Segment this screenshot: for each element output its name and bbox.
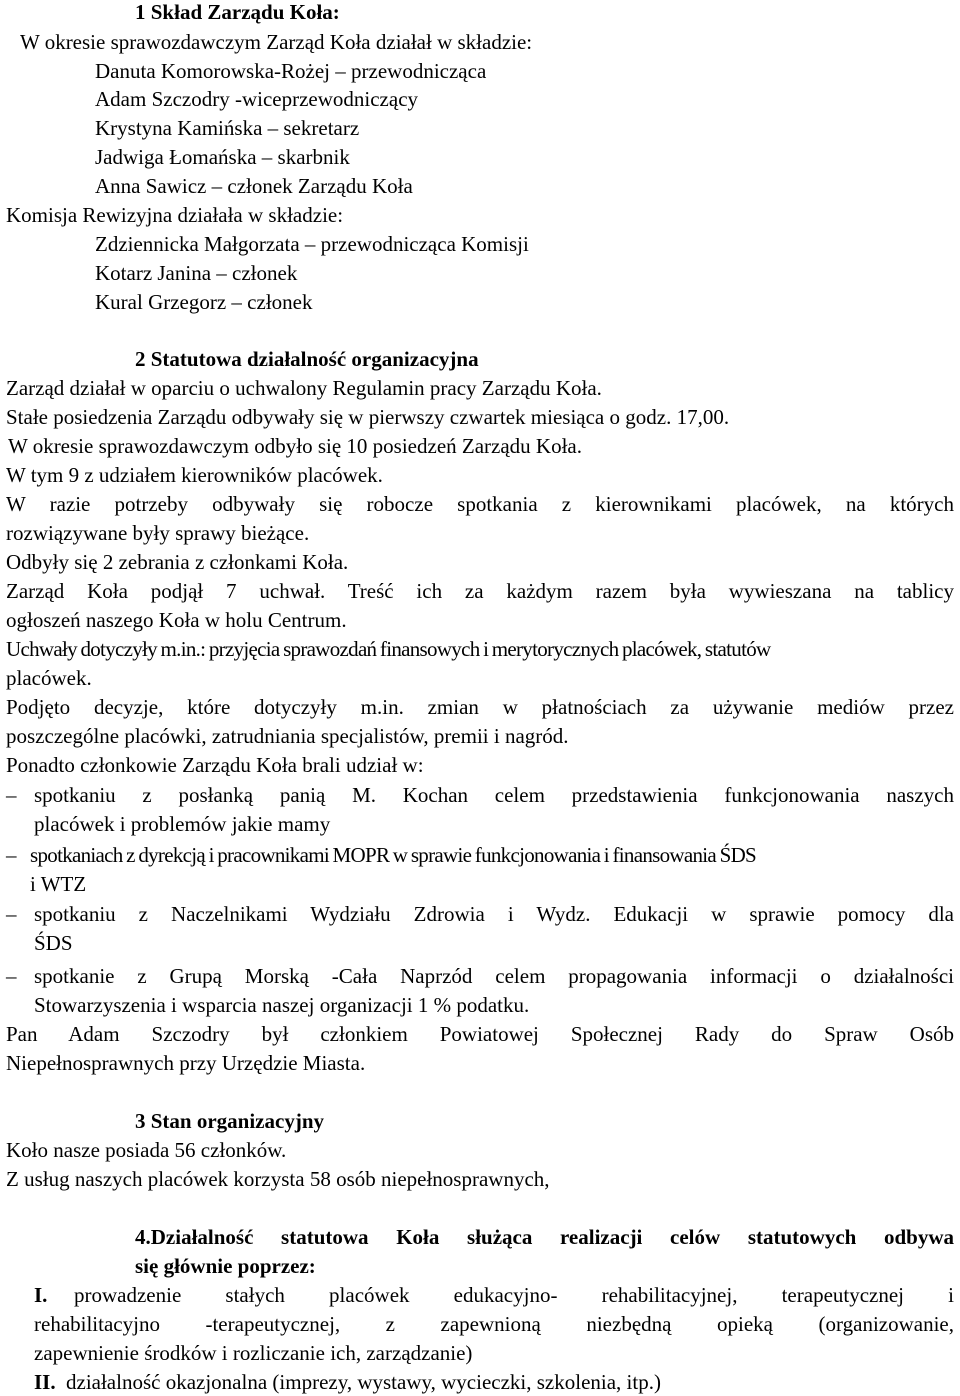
paragraph-line: poszczególne placówki, zatrudniania specjalistów, premii i nagród. — [6, 724, 569, 748]
paragraph-line: Z usług naszych placówek korzysta 58 osób niepełnosprawnych, — [6, 1167, 550, 1191]
bullet-dash-icon: – — [6, 902, 17, 926]
paragraph-line: Koło nasze posiada 56 członków. — [6, 1138, 287, 1162]
board-member: Krystyna Kamińska – sekretarz — [95, 116, 360, 140]
item-number: I. — [34, 1283, 48, 1307]
commission-member: Zdziennicka Małgorzata – przewodnicząca Komisji — [95, 232, 529, 256]
list-item: Stowarzyszenia i wsparcia naszej organizacji 1 % podatku. — [34, 993, 530, 1017]
list-item: spotkaniach z dyrekcją i pracownikami MOPR w sprawie funkcjonowania i finansowania ŚDS — [30, 843, 757, 867]
paragraph-line: rozwiązywane były sprawy bieżące. — [6, 521, 310, 545]
paragraph-line: Pan Adam Szczodry był członkiem Powiatowej Społecznej Rady do Spraw Osób — [6, 1022, 954, 1046]
list-item: spotkaniu z posłanką panią M. Kochan celem przedstawienia funkcjonowania naszych — [34, 783, 954, 807]
bullet-dash-icon: – — [6, 843, 17, 867]
list-item: spotkaniu z Naczelnikami Wydziału Zdrowia i Wydz. Edukacji w sprawie pomocy dla — [34, 902, 954, 926]
commission-intro: Komisja Rewizyjna działała w składzie: — [6, 203, 344, 227]
section-2-heading: 2 Statutowa działalność organizacyjna — [135, 347, 479, 371]
board-member: Anna Sawicz – członek Zarządu Koła — [95, 174, 413, 198]
commission-member: Kural Grzegorz – członek — [95, 290, 313, 314]
list-item: spotkanie z Grupą Morską -Cała Naprzód celem propagowania informacji o działalności — [34, 964, 954, 988]
board-member: Jadwiga Łomańska – skarbnik — [95, 145, 350, 169]
list-item: zapewnienie środków i rozliczanie ich, zarządzanie) — [34, 1341, 473, 1365]
board-member: Adam Szczodry -wiceprzewodniczący — [95, 87, 419, 111]
paragraph-line: Stałe posiedzenia Zarządu odbywały się w pierwszy czwartek miesiąca o godz. 17,00. — [6, 405, 730, 429]
paragraph-line: Odbyły się 2 zebrania z członkami Koła. — [6, 550, 349, 574]
commission-member: Kotarz Janina – członek — [95, 261, 298, 285]
section-4-heading-cont: się głównie poprzez: — [135, 1254, 316, 1278]
section-3-heading: 3 Stan organizacyjny — [135, 1109, 324, 1133]
section-4-heading: 4.Działalność statutowa Koła służąca realizacji celów statutowych odbywa — [135, 1225, 954, 1249]
section-1-heading: 1 Skład Zarządu Koła: — [135, 0, 340, 24]
paragraph-line: Niepełnosprawnych przy Urzędzie Miasta. — [6, 1051, 366, 1075]
paragraph-line: Uchwały dotyczyły m.in.: przyjęcia sprawozdań finansowych i merytorycznych placówek, statutów — [6, 637, 771, 661]
paragraph-line: ogłoszeń naszego Koła w holu Centrum. — [6, 608, 347, 632]
paragraph-line: Zarząd działał w oparciu o uchwalony Regulamin pracy Zarządu Koła. — [6, 376, 602, 400]
board-member: Danuta Komorowska-Rożej – przewodnicząca — [95, 59, 487, 83]
paragraph-line: placówek. — [6, 666, 92, 690]
paragraph-line: W razie potrzeby odbywały się robocze spotkania z kierownikami placówek, na których — [6, 492, 954, 516]
paragraph-line: W tym 9 z udziałem kierowników placówek. — [6, 463, 383, 487]
list-item: prowadzenie stałych placówek edukacyjno- rehabilitacyjnej, terapeutycznej i — [74, 1283, 954, 1307]
bullet-dash-icon: – — [6, 783, 17, 807]
bullet-dash-icon: – — [6, 964, 17, 988]
item-number: II. — [34, 1370, 56, 1394]
paragraph-line: Podjęto decyzje, które dotyczyły m.in. zmian w płatnościach za używanie mediów przez — [6, 695, 954, 719]
list-item: działalność okazjonalna (imprezy, wystawy, wycieczki, szkolenia, itp.) — [66, 1370, 661, 1394]
paragraph-line: Ponadto członkowie Zarządu Koła brali udział w: — [6, 753, 424, 777]
list-item: placówek i problemów jakie mamy — [34, 812, 331, 836]
section-1-intro: W okresie sprawozdawczym Zarząd Koła działał w składzie: — [20, 30, 533, 54]
paragraph-line: W okresie sprawozdawczym odbyło się 10 posiedzeń Zarządu Koła. — [8, 434, 583, 458]
list-item: rehabilitacyjno -terapeutycznej, z zapewnioną niezbędną opieką (organizowanie, — [34, 1312, 954, 1336]
paragraph-line: Zarząd Koła podjął 7 uchwał. Treść ich za każdym razem była wywieszana na tablicy — [6, 579, 954, 603]
list-item: ŚDS — [34, 931, 73, 955]
list-item: i WTZ — [30, 872, 87, 896]
